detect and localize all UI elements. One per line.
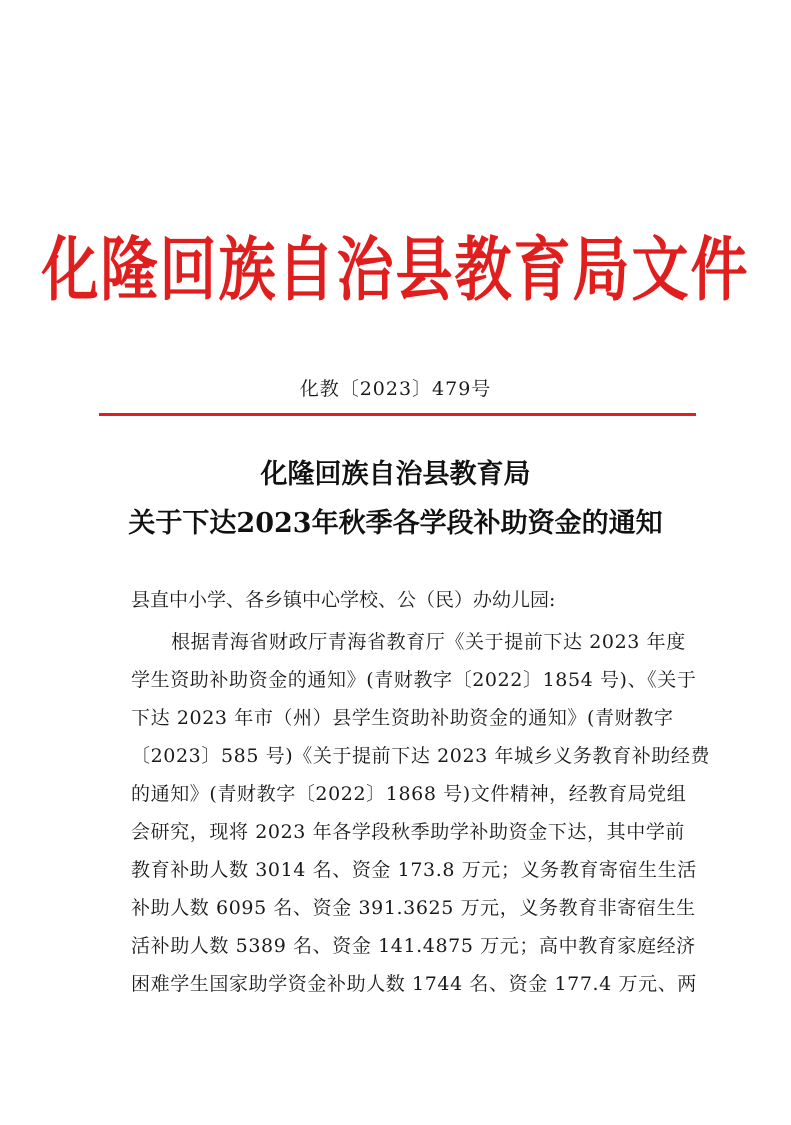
body-line: 下达 2023 年市（州）县学生资助补助资金的通知》(青财教字 [131,707,674,729]
body-line: 教育补助人数 3014 名、资金 173.8 万元；义务教育寄宿生生活 [131,859,697,881]
body-line: 根据青海省财政厅青海省教育厅《关于提前下达 2023 年度 [171,631,686,653]
body-line: 〔2023〕585 号)《关于提前下达 2023 年城乡义务教育补助经费 [131,745,711,767]
red-masthead-title: 化隆回族自治县教育局文件 [41,229,750,311]
body-line: 困难学生国家助学资金补助人数 1744 名、资金 177.4 万元、两 [131,973,697,995]
notice-title-line-2: 关于下达2023年秋季各学段补助资金的通知 [128,508,663,539]
body-line: 补助人数 6095 名、资金 391.3625 万元，义务教育非寄宿生生 [131,897,696,919]
body-line: 学生资助补助资金的通知》(青财教字〔2022〕1854 号)、《关于 [131,669,697,691]
body-line: 活补助人数 5389 名、资金 141.4875 万元；高中教育家庭经济 [131,935,696,957]
salutation: 县直中小学、各乡镇中心学校、公（民）办幼儿园: [131,589,556,611]
red-separator-rule [99,413,696,416]
notice-title-line-1: 化隆回族自治县教育局 [260,459,531,490]
body-line: 会研究，现将 2023 年各学段秋季助学补助资金下达，其中学前 [131,821,686,843]
body-line: 的通知》(青财教字〔2022〕1868 号)文件精神，经教育局党组 [131,783,687,805]
document-number: 化教〔2023〕479号 [299,378,492,400]
